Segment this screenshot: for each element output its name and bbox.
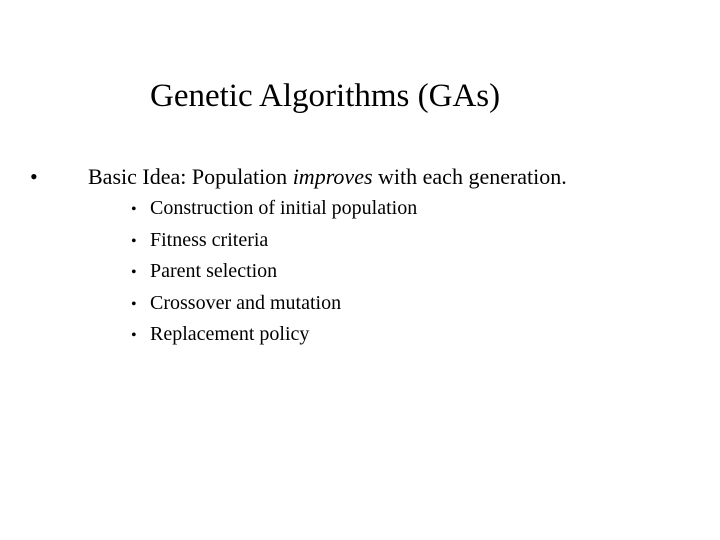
- slide-title: Genetic Algorithms (GAs): [150, 78, 501, 114]
- main-bullet-suffix: with each generation.: [372, 164, 567, 189]
- sub-bullet-item: [131, 225, 417, 257]
- bullet-marker: •: [30, 164, 38, 189]
- sub-bullet-item: [131, 256, 417, 288]
- sub-bullet-text: Crossover and mutation: [150, 291, 342, 314]
- sub-bullet-marker: •: [131, 201, 137, 218]
- sub-bullet-item: [131, 288, 417, 320]
- sub-bullet-marker: •: [131, 264, 137, 281]
- sub-bullet-text: Fitness criteria: [150, 228, 269, 251]
- sub-bullet-item: [131, 319, 417, 351]
- sub-bullet-marker: •: [131, 327, 137, 344]
- sub-bullet-text: Replacement policy: [150, 323, 310, 345]
- sub-bullet-marker: •: [131, 232, 137, 250]
- sub-bullet-item: [131, 193, 417, 225]
- sub-bullet-text: Construction of initial population: [150, 197, 418, 219]
- main-bullet-prefix: Basic Idea: Population: [88, 164, 293, 189]
- main-bullet-emphasis: improves: [292, 164, 373, 189]
- sub-bullet-list: [131, 193, 417, 351]
- sub-bullet-text: Parent selection: [150, 260, 278, 282]
- main-bullet: [30, 160, 567, 194]
- sub-bullet-marker: •: [131, 295, 137, 313]
